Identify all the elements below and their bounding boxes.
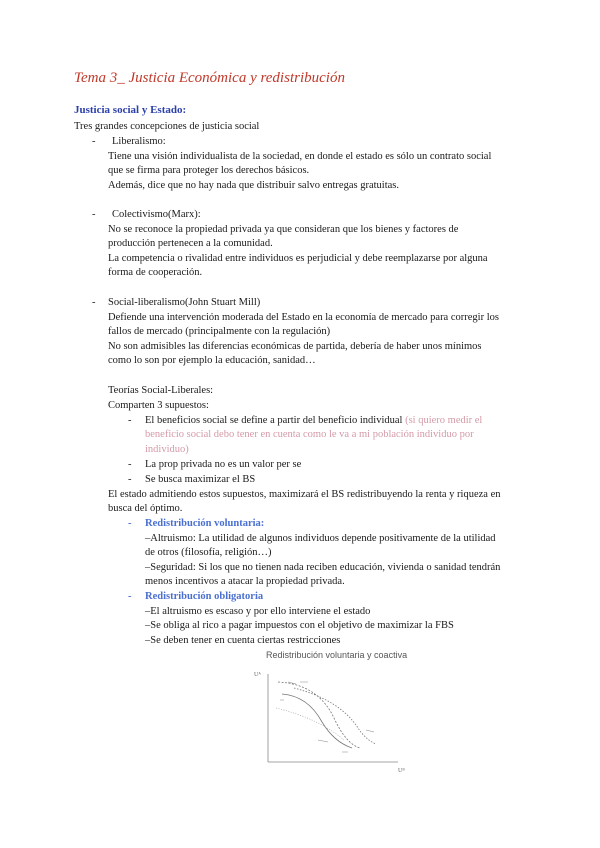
bullet-dash: - <box>128 591 132 602</box>
bullet-dash: - <box>128 518 132 529</box>
obligatoria-line: –Se deben tener en cuenta ciertas restricciones <box>145 635 341 646</box>
teorias-subheading: Comparten 3 supuestos: <box>108 400 209 411</box>
voluntaria-line: –Altruismo: La utilidad de algunos individuos depende positivamente de la utilidad <box>145 533 496 544</box>
liberalismo-line: Tiene una visión individualista de la sociedad, en donde el estado es sólo un contrato social <box>108 151 492 162</box>
figure-curve <box>294 688 376 744</box>
teorias-heading: Teorías Social-Liberales: <box>108 385 214 396</box>
bullet-dash: - <box>92 209 96 220</box>
colectivismo-line: forma de cooperación. <box>108 267 203 278</box>
social-liberalismo-line: Defiende una intervención moderada del Estado en la economía de mercado para corregir los <box>108 312 499 323</box>
obligatoria-line: –Se obliga al rico a pagar impuestos con el objetivo de maximizar la FBS <box>145 620 454 631</box>
voluntaria-label: Redistribución voluntaria: <box>145 518 265 529</box>
colectivismo-line: No se reconoce la propiedad privada ya que consideran que los bienes y factores de <box>108 224 459 235</box>
social-liberalismo-line: como lo son por ejemplo la educación, sanidad… <box>108 355 316 366</box>
social-liberalismo-line: No son admisibles las diferencias económicas de partida, debería de haber unos mínimos <box>108 341 482 352</box>
obligatoria-line: –El altruismo es escaso y por ello interviene el estado <box>145 606 371 617</box>
social-liberalismo-label: Social-liberalismo(John Stuart Mill) <box>108 297 261 308</box>
bullet-dash: - <box>128 474 132 485</box>
liberalismo-line: que se firma para proteger los derechos básicos. <box>108 165 310 176</box>
bullet-dash: - <box>128 415 132 426</box>
bullet-dash: - <box>92 297 96 308</box>
redistribution-figure <box>248 648 438 776</box>
figure-y-axis-label: Uᴬ <box>254 672 261 678</box>
figure-mark <box>280 682 374 752</box>
social-liberalismo-line: fallos de mercado (principalmente con la regulación) <box>108 326 331 337</box>
bullet-dash: - <box>128 459 132 470</box>
voluntaria-line: –Seguridad: Si los que no tienen nada reciben educación, vivienda o sanidad tendrán <box>145 562 501 573</box>
colectivismo-line: producción pertenecen a la comunidad. <box>108 238 273 249</box>
supuesto-1-note: individuo) <box>145 444 189 455</box>
supuesto-1-note: (si quiero medir el <box>405 415 483 426</box>
obligatoria-label: Redistribución obligatoria <box>145 591 264 602</box>
figure-title: Redistribución voluntaria y coactiva <box>266 650 408 660</box>
intro-text: Tres grandes concepciones de justicia social <box>74 121 260 132</box>
figure-curve <box>276 708 344 740</box>
voluntaria-line: de otros (filosofía, religión…) <box>145 547 272 558</box>
colectivismo-label: Colectivismo(Marx): <box>112 209 201 220</box>
supuesto-1: El beneficios social se define a partir del beneficio individual (si quiero medir el <box>145 415 483 426</box>
page-title: Tema 3_ Justicia Económica y redistribución <box>74 70 345 86</box>
liberalismo-label: Liberalismo: <box>112 136 166 147</box>
supuesto-2: La prop privada no es un valor per se <box>145 459 302 470</box>
bullet-dash: - <box>92 136 96 147</box>
supuesto-3: Se busca maximizar el BS <box>145 474 256 485</box>
supuesto-1-note: beneficio social debo tener en cuenta como le va a mi población individuo por <box>145 429 474 440</box>
colectivismo-line: La competencia o rivalidad entre individuos es perjudicial y debe reemplazarse por alguna <box>108 253 488 264</box>
liberalismo-line: Además, dice que no hay nada que distribuir salvo entregas gratuitas. <box>108 180 399 191</box>
voluntaria-line: menos incentivos a atacar la propiedad privada. <box>145 576 345 587</box>
estado-line: busca del óptimo. <box>108 503 183 514</box>
section-heading: Justicia social y Estado: <box>74 104 187 116</box>
figure-x-axis-label: Uᴮ <box>398 768 405 774</box>
estado-line: El estado admitiendo estos supuestos, maximizará el BS redistribuyendo la renta y riqueza en <box>108 489 501 500</box>
figure-curve <box>282 694 352 748</box>
